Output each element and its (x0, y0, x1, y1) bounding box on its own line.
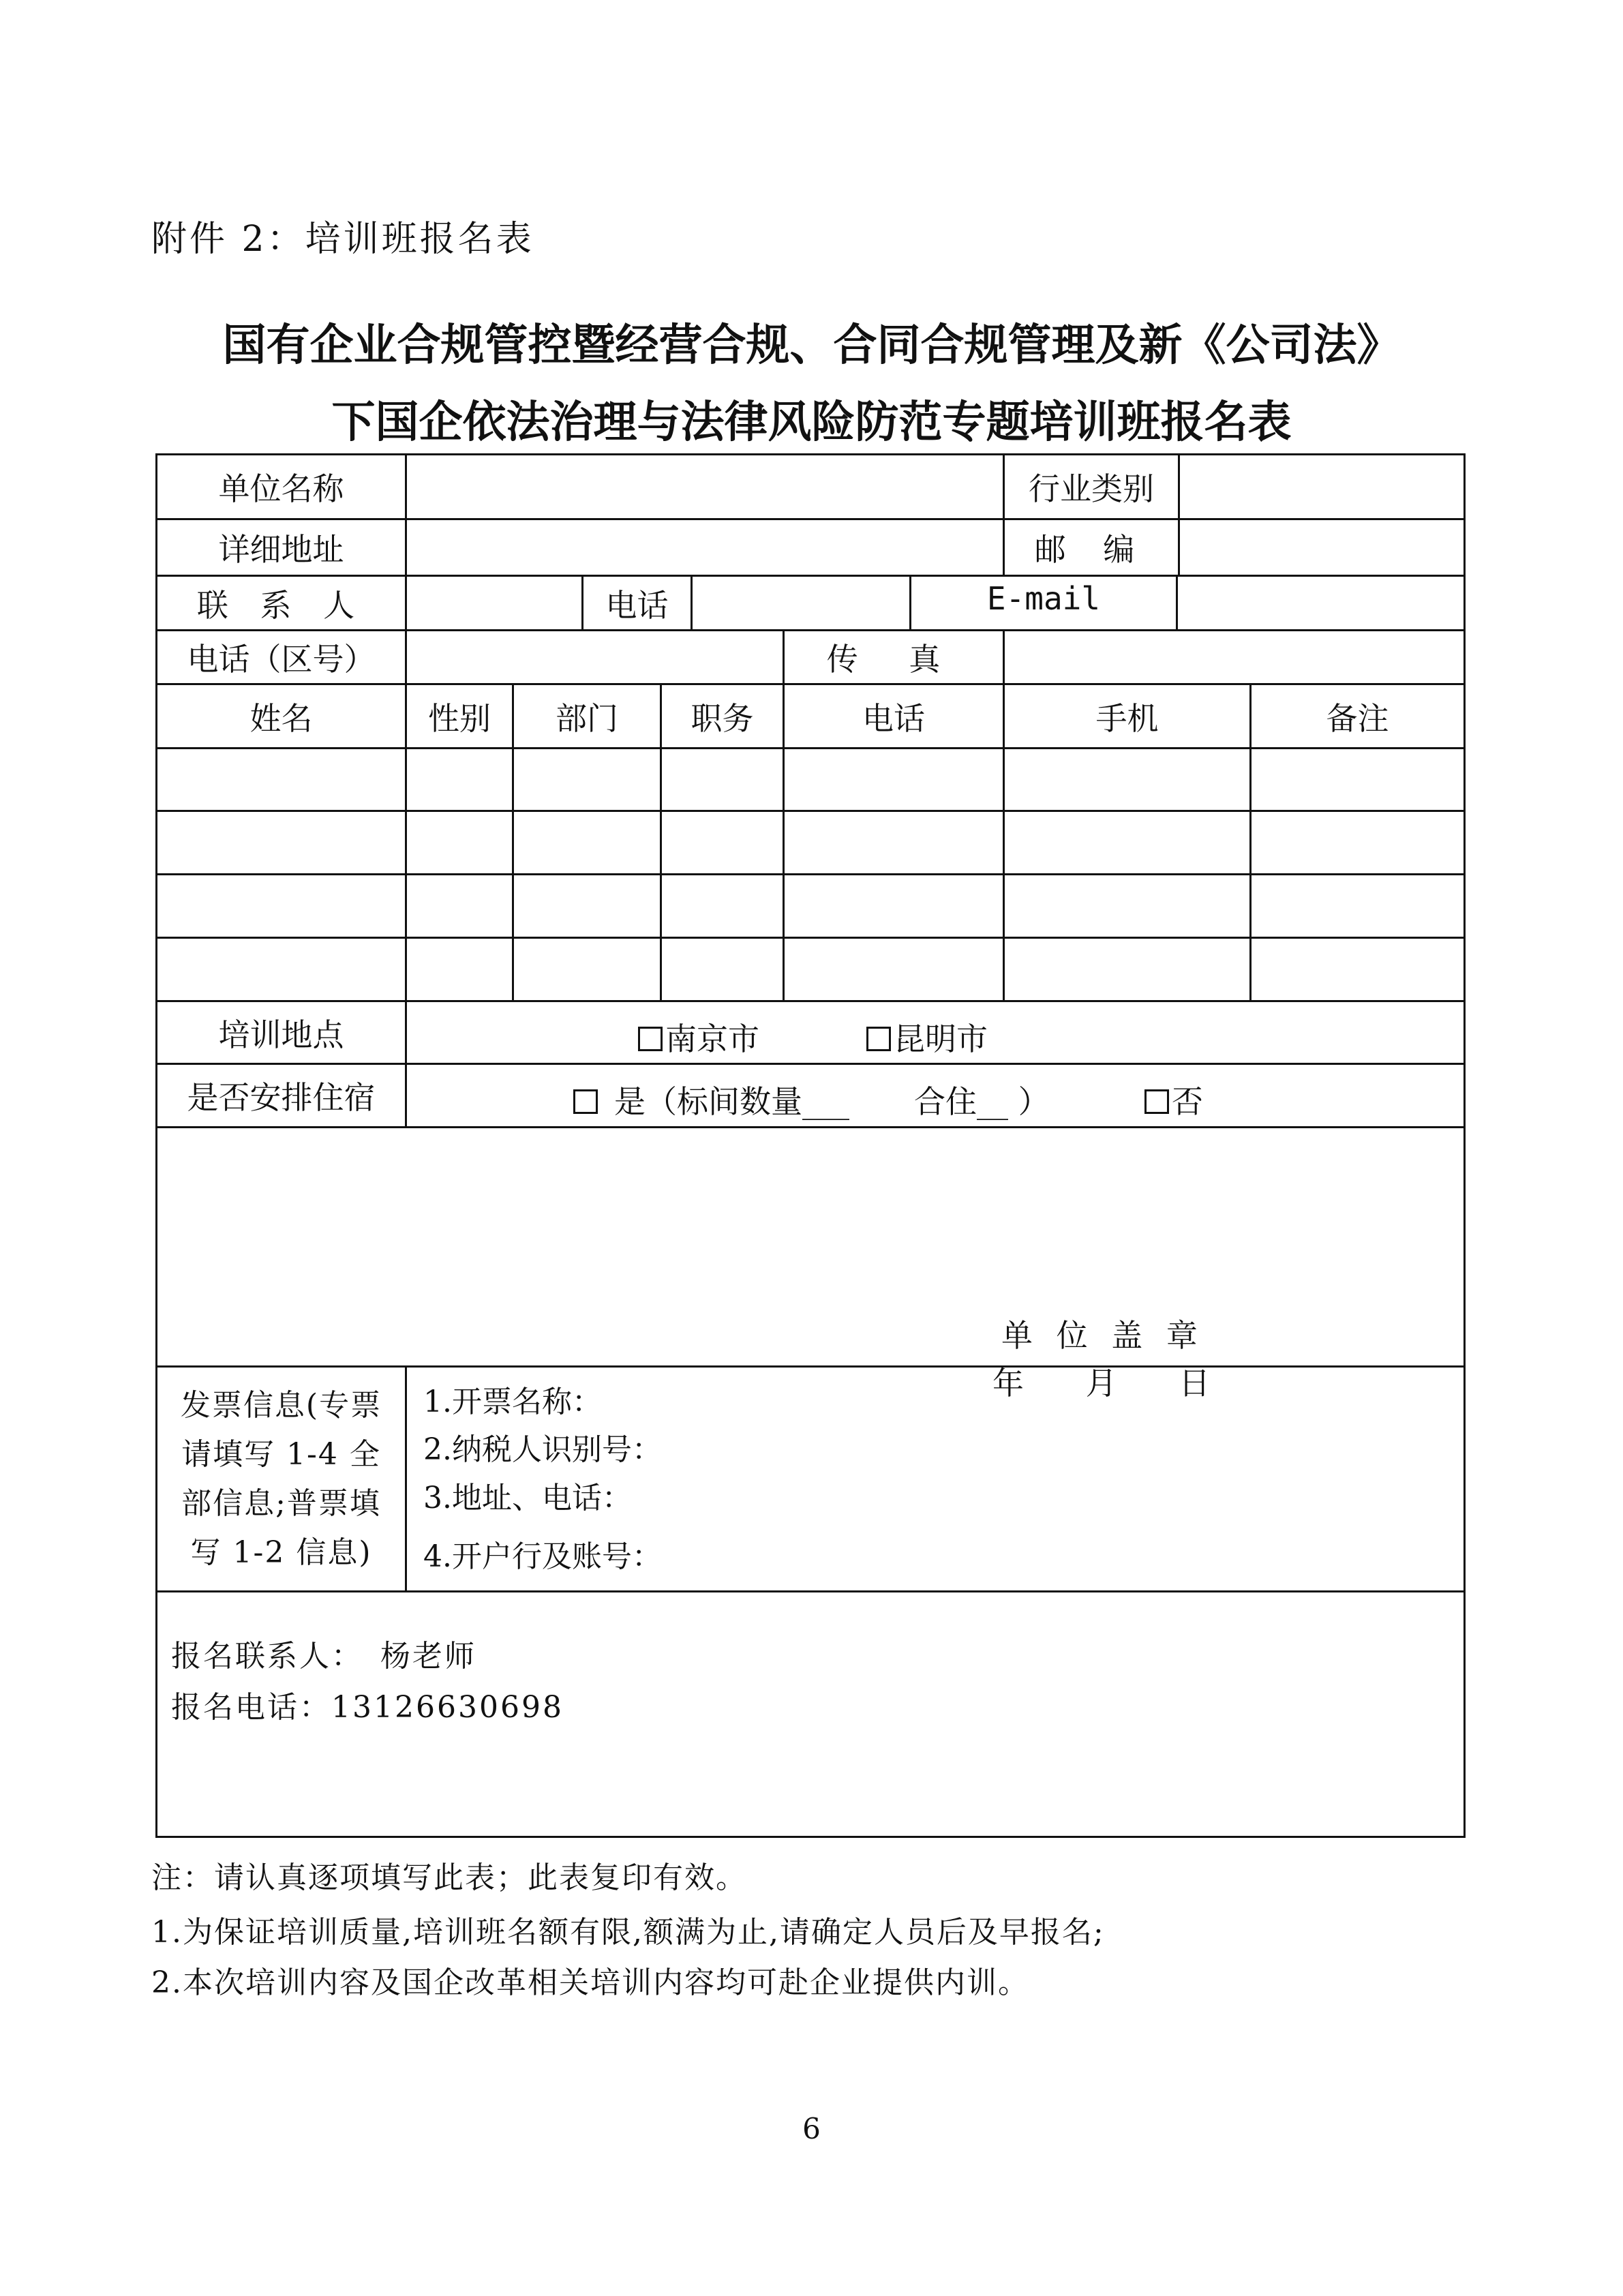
registration-phone: 报名电话：13126630698 (171, 1690, 564, 1725)
header-mobile: 手机 (1095, 699, 1159, 737)
postcode-label: 邮 编 (1034, 531, 1149, 568)
address-label: 详细地址 (218, 531, 344, 568)
column-divider (405, 1365, 407, 1590)
form-title-line1: 国有企业合规管控暨经营合规、合同合规管理及新《公司法》 (222, 320, 1401, 371)
invoice-item-name[interactable]: 1.开票名称： (423, 1385, 602, 1419)
postcode-field[interactable] (1180, 520, 1463, 575)
invoice-label-line: 请填写 1-4 全 (181, 1436, 381, 1472)
header-name: 姓名 (249, 699, 313, 737)
lodging-option-no[interactable]: 否 (1144, 1077, 1203, 1122)
date-label: 年 月 日 (992, 1365, 1217, 1402)
invoice-item-bank[interactable]: 4.开户行及账号： (423, 1539, 662, 1574)
invoice-label (157, 1368, 405, 1590)
invoice-label-line: 部信息;普票填 (181, 1485, 381, 1521)
seal-label: 单 位 盖 章 (1001, 1317, 1204, 1354)
header-position: 职务 (691, 699, 754, 737)
table-row[interactable] (157, 749, 1463, 810)
note-line: 注：请认真逐项填写此表；此表复印有效。 (151, 1860, 747, 1895)
table-row[interactable] (157, 939, 1463, 1000)
location-option-nanjing[interactable]: 南京市 (638, 1014, 759, 1059)
row-divider (157, 1126, 1463, 1128)
address-field[interactable] (407, 520, 1003, 575)
industry-field[interactable] (1180, 455, 1463, 518)
fax-label: 传 真 (826, 641, 961, 678)
phone-label: 电话 (605, 586, 669, 624)
area-phone-label: 电话（区号） (187, 641, 376, 678)
lodging-share: 合住__ ） (914, 1083, 1050, 1120)
unit-name-field[interactable] (407, 455, 1003, 518)
header-remarks: 备注 (1326, 699, 1389, 737)
lodging-option-yes[interactable]: 是（标间数量___ (573, 1077, 849, 1122)
note-line: 2.本次培训内容及国企改革相关培训内容均可赴企业提供内训。 (151, 1965, 1029, 2000)
email-label: E-mail (986, 580, 1101, 617)
contact-field[interactable] (407, 577, 581, 629)
industry-label: 行业类别 (1029, 470, 1154, 507)
checkbox-icon[interactable] (866, 1027, 891, 1051)
fax-field[interactable] (1005, 631, 1463, 683)
location-label: 培训地点 (218, 1016, 344, 1053)
phone-field[interactable] (693, 577, 909, 629)
registration-contact: 报名联系人： 杨老师 (171, 1639, 476, 1674)
checkbox-icon[interactable] (638, 1027, 663, 1051)
registration-form (155, 453, 1466, 1838)
attachment-label: 附件 2：培训班报名表 (151, 219, 534, 260)
table-row[interactable] (157, 875, 1463, 937)
invoice-item-taxid[interactable]: 2.纳税人识别号： (423, 1432, 662, 1467)
location-option-kunming[interactable]: 昆明市 (866, 1014, 988, 1059)
invoice-label-line: 发票信息(专票 (180, 1387, 382, 1423)
lodging-label: 是否安排住宿 (187, 1079, 376, 1116)
email-field[interactable] (1178, 577, 1463, 629)
note-line: 1.为保证培训质量,培训班名额有限,额满为止,请确定人员后及早报名; (151, 1915, 1105, 1950)
checkbox-icon[interactable] (1144, 1089, 1169, 1114)
table-row[interactable] (157, 812, 1463, 873)
unit-name-label: 单位名称 (218, 470, 344, 507)
header-gender: 性别 (428, 699, 491, 737)
page-number: 6 (802, 2112, 821, 2145)
contact-label: 联 系 人 (196, 586, 366, 624)
invoice-item-address[interactable]: 3.地址、电话： (423, 1481, 632, 1515)
invoice-label-line: 写 1-2 信息) (190, 1535, 372, 1570)
header-phone: 电话 (862, 699, 925, 737)
row-divider (157, 1590, 1463, 1592)
form-title-line2: 下国企依法治理与法律风险防范专题培训班报名表 (331, 397, 1292, 448)
header-department: 部门 (556, 699, 618, 737)
area-phone-field[interactable] (407, 631, 783, 683)
checkbox-icon[interactable] (573, 1089, 598, 1114)
